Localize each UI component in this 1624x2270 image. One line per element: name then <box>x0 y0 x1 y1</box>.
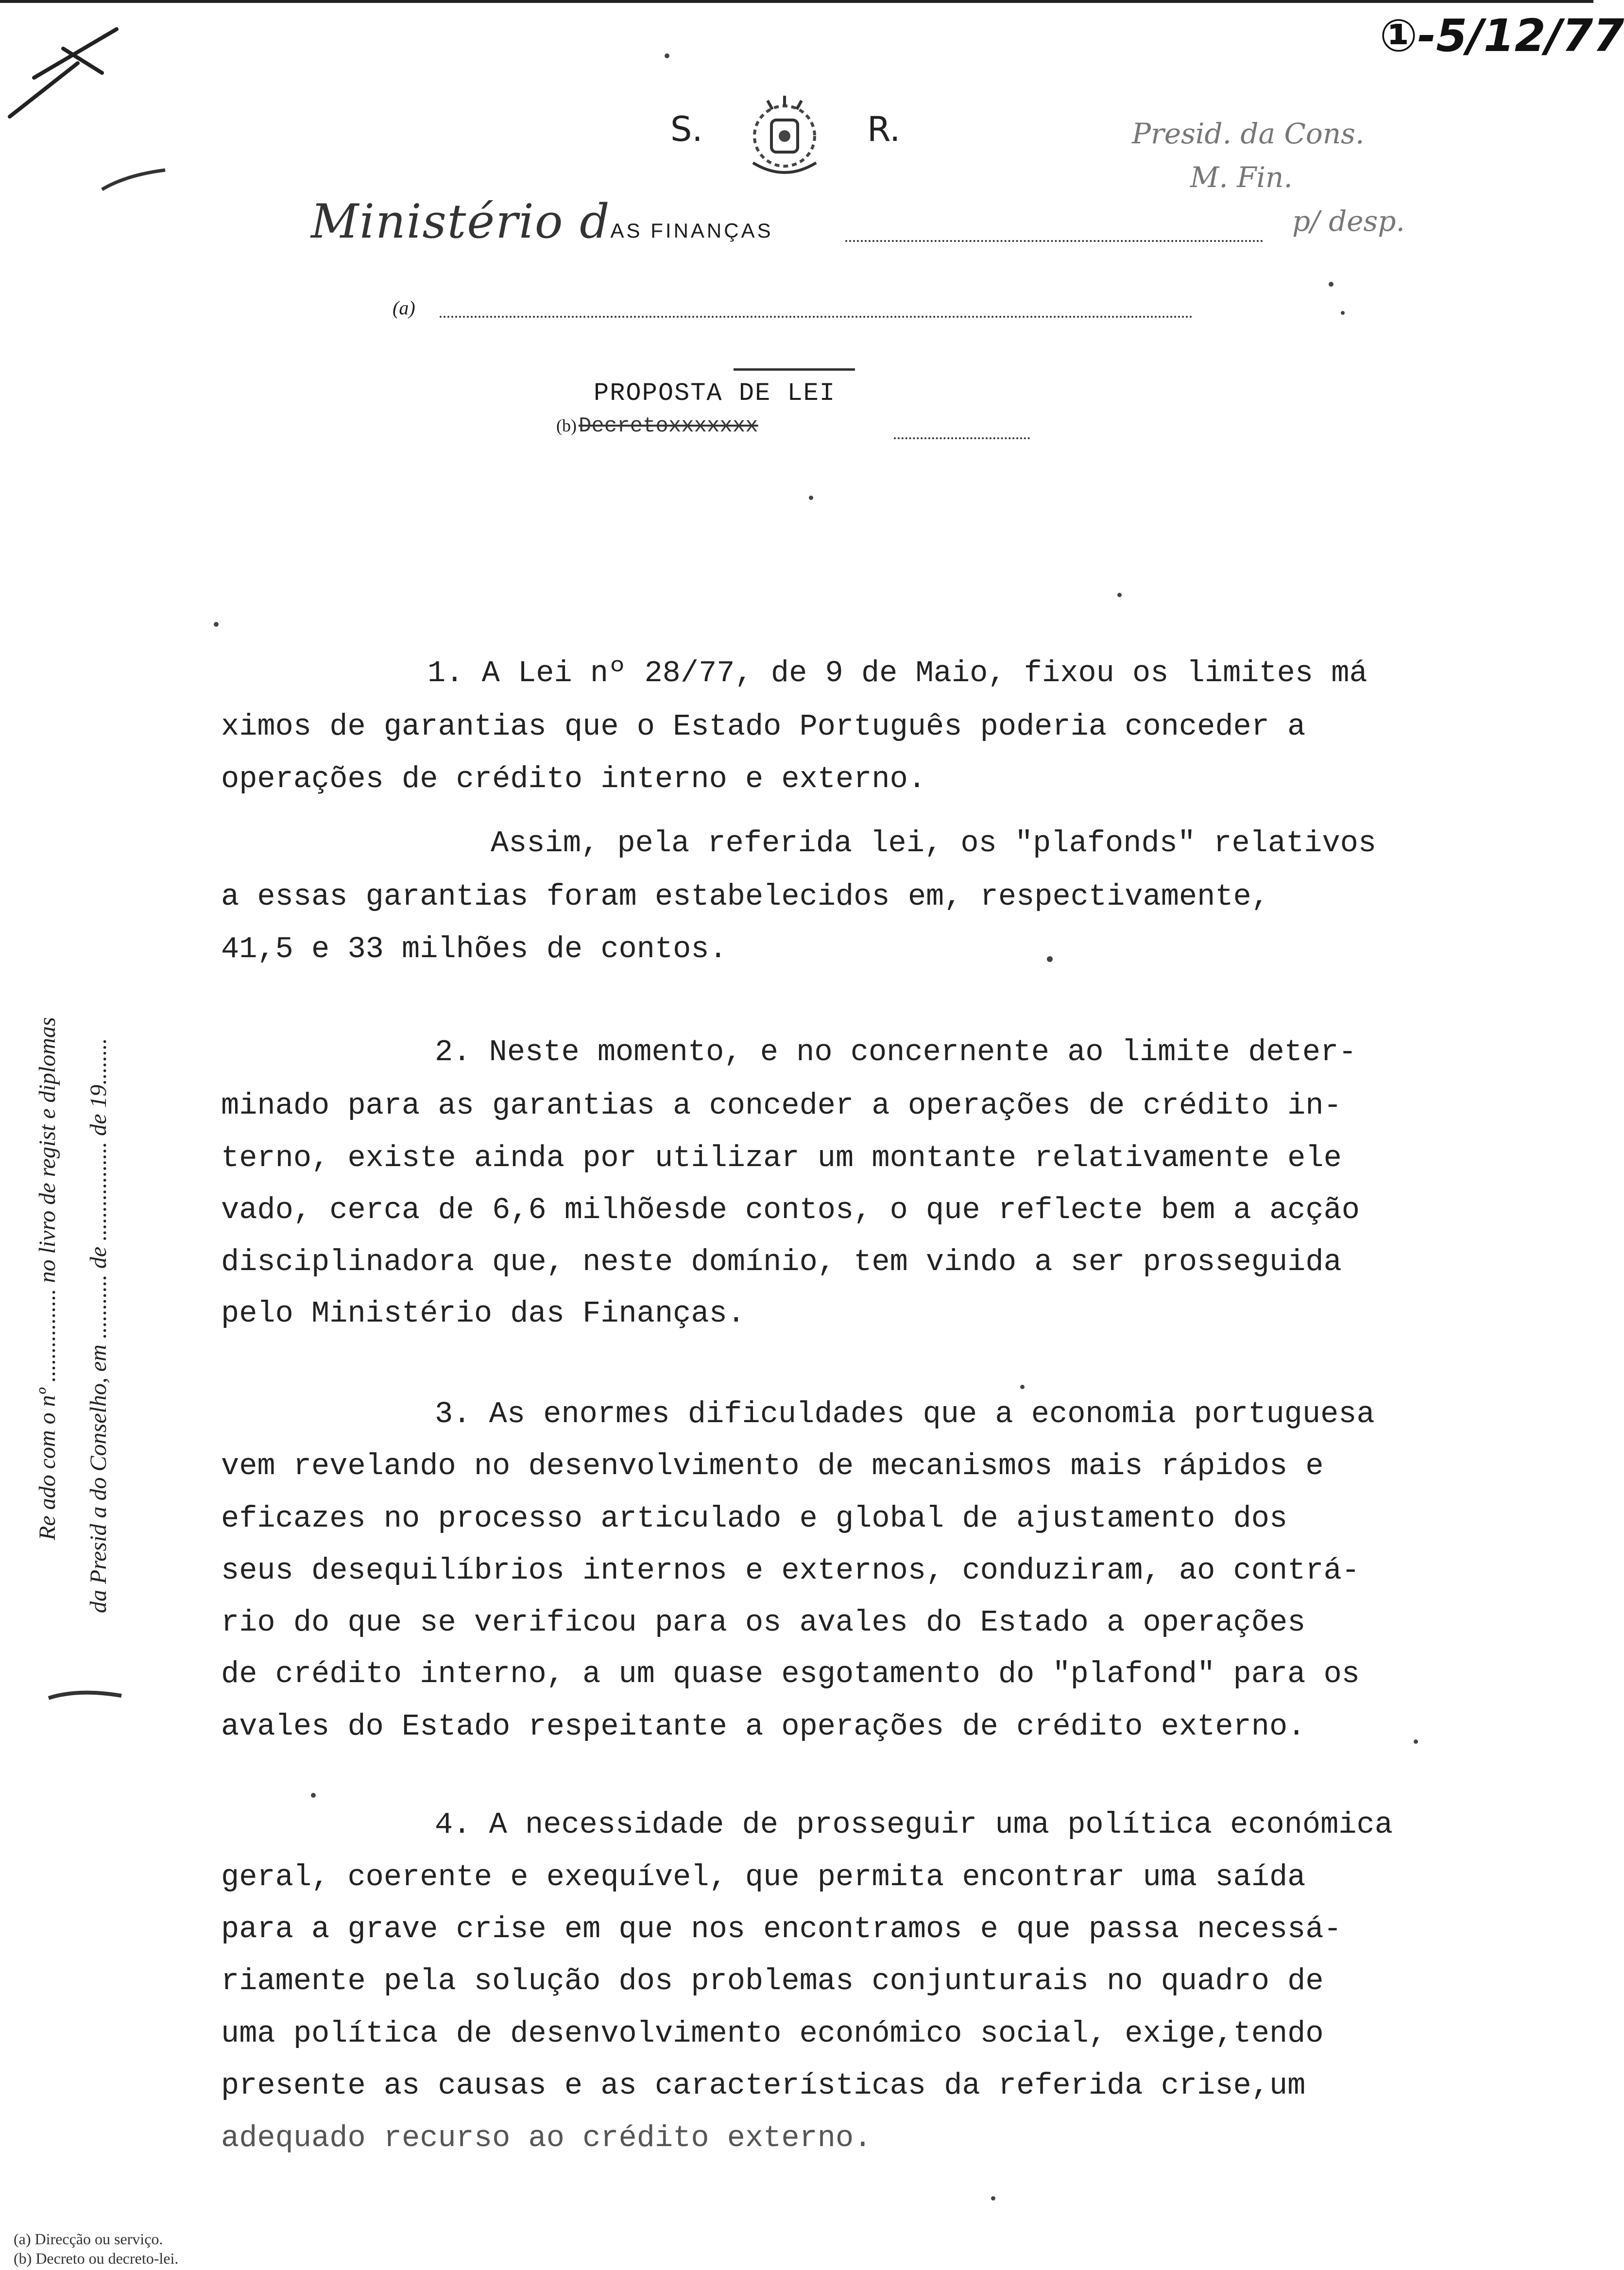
paragraph-assim-line: 41,5 e 33 milhões de contos. <box>221 932 727 966</box>
document-title: PROPOSTA DE LEI <box>594 379 836 408</box>
footnote: (a) Direcção ou serviço. <box>14 2230 163 2248</box>
paragraph-3-line: avales do Estado respeitante a operações de crédito externo. <box>221 1709 1306 1744</box>
top-border <box>0 0 1593 3</box>
letterhead-initial-s: S. <box>670 109 703 149</box>
paragraph-2-line: disciplinadora que, neste domínio, tem vindo a ser prosseguida <box>221 1245 1342 1279</box>
paragraph-4-line: presente as causas e as características da referida crise,um <box>221 2068 1306 2103</box>
footnote: (b) Decreto ou decreto-lei. <box>14 2250 179 2267</box>
paragraph-3-line: eficazes no processo articulado e global de ajustamento dos <box>221 1501 1288 1536</box>
scan-speck <box>1047 956 1053 962</box>
paragraph-2-line: 2. Neste momento, e no concernente ao limite deter- <box>435 1035 1357 1069</box>
scrawl-line: Presid. da Cons. <box>1132 117 1365 150</box>
paragraph-3-line: 3. As enormes dificuldades que a economia portuguesa <box>435 1397 1375 1431</box>
scan-speck <box>665 53 669 58</box>
document-subtitle <box>556 414 758 438</box>
subline-dotted-line <box>440 316 1193 318</box>
scrawl-line: p/ desp. <box>1292 205 1405 238</box>
paragraph-4-line: riamente pela solução dos problemas conjunturais no quadro de <box>221 1964 1324 1998</box>
paragraph-3-line: rio do que se verificou para os avales do Estado a operações <box>221 1605 1306 1640</box>
scan-speck <box>1414 1739 1418 1744</box>
ministry-line <box>311 194 773 249</box>
scan-speck <box>214 622 219 627</box>
ministry-name: AS FINANÇAS <box>610 219 773 242</box>
margin-registration-line-2: da Presid a do Conselho, em ........... de ................. de 19........ <box>85 1038 111 1613</box>
pen-mark-icon <box>97 160 170 194</box>
scan-speck <box>1020 1385 1025 1389</box>
subline-label: (a) <box>393 297 415 319</box>
paragraph-3-line: seus desequilíbrios internos e externos, conduziram, ao contrá- <box>221 1553 1360 1588</box>
title-rule <box>734 368 855 371</box>
scan-speck <box>1329 282 1333 287</box>
paragraph-2-line: vado, cerca de 6,6 milhõesde contos, o que reflecte bem a acção <box>221 1193 1360 1227</box>
paragraph-2-line: minado para as garantias a conceder a operações de crédito in- <box>221 1088 1342 1123</box>
handwritten-scrawl <box>1132 112 1559 243</box>
ministry-prefix: Ministério d <box>311 194 611 249</box>
paragraph-4-line: uma política de desenvolvimento económico social, exige,tendo <box>221 2016 1324 2051</box>
paragraph-4-line: adequado recurso ao crédito externo. <box>221 2121 872 2155</box>
scan-speck <box>991 2196 995 2201</box>
paragraph-4-line: geral, coerente e exequível, que permita encontrar uma saída <box>221 1860 1306 1894</box>
handwritten-date-note: ①-5/12/77 <box>1380 10 1624 62</box>
scan-speck <box>1117 593 1122 597</box>
paragraph-assim-line: a essas garantias foram estabelecidos em, respectivamente, <box>221 879 1269 914</box>
subtitle-dotted-line <box>894 437 1030 439</box>
paragraph-3-line: de crédito interno, a um quase esgotamento do "plafond" para os <box>221 1657 1360 1691</box>
paragraph-1-line: ximos de garantias que o Estado Português poderia conceder a <box>221 709 1306 744</box>
paragraph-1-line: 1. A Lei nº 28/77, de 9 de Maio, fixou os limites má <box>427 656 1368 690</box>
paragraph-4-line: para a grave crise em que nos encontramos e que passa necessá- <box>221 1912 1342 1946</box>
letterhead-initial-r: R. <box>867 109 901 149</box>
ministry-dotted-line <box>845 240 1263 242</box>
paragraph-3-line: vem revelando no desenvolvimento de mecanismos mais rápidos e <box>221 1449 1324 1483</box>
pen-mark-icon <box>5 19 131 126</box>
paragraph-assim-line: Assim, pela referida lei, os "plafonds" relativos <box>491 826 1377 860</box>
scan-speck <box>311 1793 316 1798</box>
scrawl-line: M. Fin. <box>1190 161 1293 194</box>
margin-registration-line-1: Re ado com o nº ................ no livro de regist e diplomas <box>34 1017 60 1540</box>
scan-speck <box>809 496 813 500</box>
scan-speck <box>1341 311 1345 315</box>
subtitle-struck-text: Decretoxxxxxxx <box>578 414 758 438</box>
paragraph-2-line: terno, existe ainda por utilizar um montante relativamente ele <box>221 1141 1342 1175</box>
subtitle-label: (b) <box>556 416 577 435</box>
paragraph-4-line: 4. A necessidade de prosseguir uma política económica <box>435 1807 1393 1842</box>
paragraph-1-line: operações de crédito interno e externo. <box>221 762 926 796</box>
coat-of-arms-icon <box>734 90 836 187</box>
paragraph-2-line: pelo Ministério das Finanças. <box>221 1296 745 1331</box>
pen-mark-icon <box>44 1681 126 1710</box>
